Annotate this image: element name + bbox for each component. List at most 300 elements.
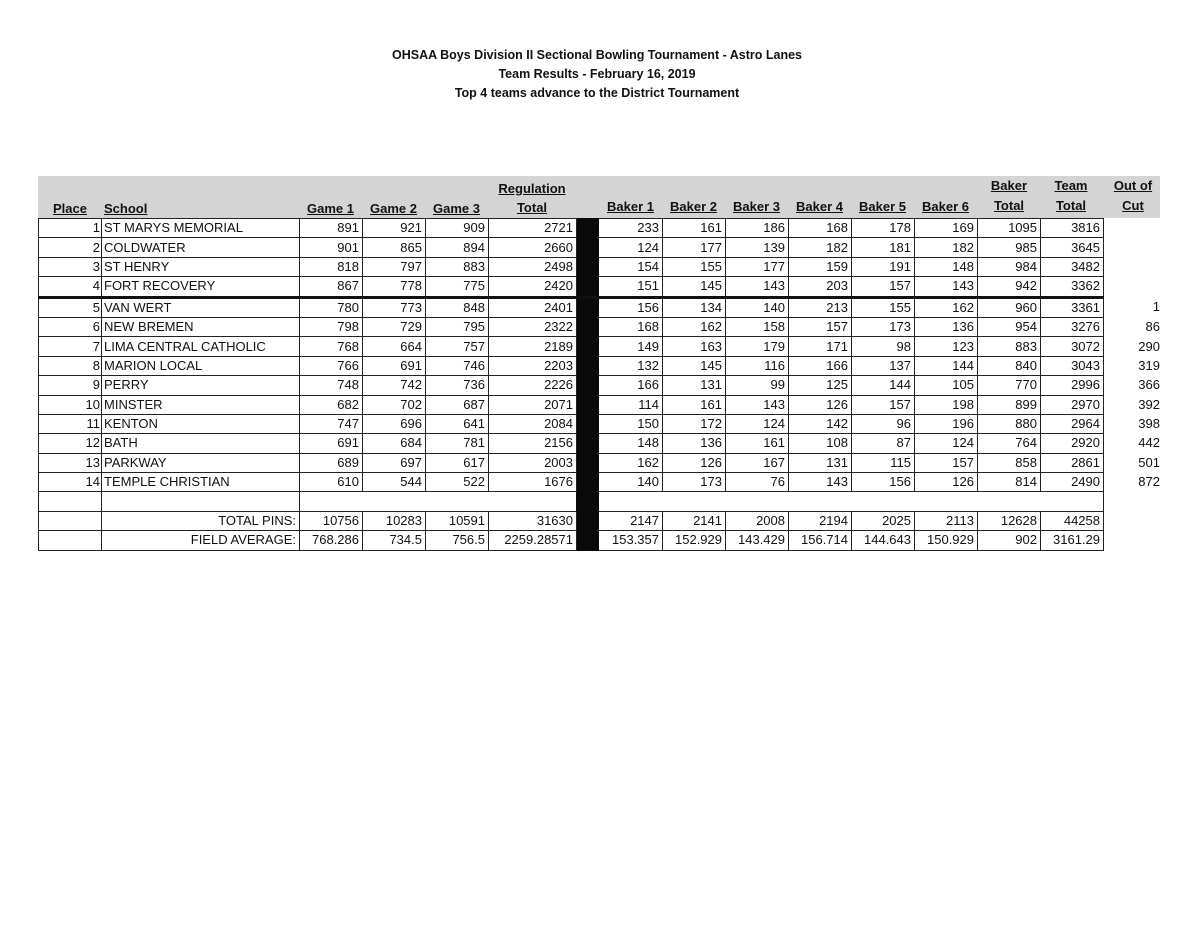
baker-total-cell: 764 [978,434,1041,453]
baker4-cell: 143 [789,473,852,492]
baker1-cell: 168 [599,317,663,336]
team-total-cell: 3043 [1041,356,1104,375]
header-team-total [1042,178,1100,213]
results-body [39,219,1162,512]
baker2-cell: 134 [663,297,726,317]
separator-bar [577,376,599,395]
baker5-cell: 178 [852,219,915,238]
game3-cell: 795 [426,317,489,336]
game3-cell: 757 [426,337,489,356]
blank-cell [1104,531,1162,550]
baker2-cell: 173 [663,473,726,492]
baker4-cell: 142 [789,414,852,433]
blank-cell [1104,492,1162,511]
header-school: School [104,201,148,216]
separator-bar [577,395,599,414]
game1-total-cell: 10756 [300,511,363,530]
baker3-cell: 143 [726,277,789,297]
baker5-cell: 87 [852,434,915,453]
blank-cell [102,492,300,511]
header-baker1: Baker 1 [607,199,654,214]
place-cell: 11 [39,414,102,433]
school-cell: BATH [102,434,300,453]
game2-total-cell: 10283 [363,511,426,530]
out-of-cut-cell [1104,257,1162,276]
header-regulation-line2: Total [516,200,548,215]
header-game2: Game 2 [370,201,417,216]
baker6-total-cell: 2113 [915,511,978,530]
header-baker5: Baker 5 [859,199,906,214]
baker6-cell: 148 [915,257,978,276]
report-subtitle: Team Results - February 16, 2019 [498,67,696,81]
baker2-cell: 161 [663,219,726,238]
baker2-cell: 163 [663,337,726,356]
game1-cell: 747 [300,414,363,433]
separator-bar [577,317,599,336]
baker1-cell: 166 [599,376,663,395]
baker1-cell: 162 [599,453,663,472]
regulation-total-cell: 2071 [489,395,577,414]
blank-cell [599,492,663,511]
game3-cell: 736 [426,376,489,395]
place-cell: 9 [39,376,102,395]
baker5-total-cell: 144.643 [852,531,915,550]
baker3-cell: 140 [726,297,789,317]
game2-cell: 797 [363,257,426,276]
baker2-cell: 172 [663,414,726,433]
baker5-cell: 144 [852,376,915,395]
game1-cell: 780 [300,297,363,317]
game1-cell: 766 [300,356,363,375]
baker5-cell: 157 [852,277,915,297]
header-regulation-line1: Regulation [498,181,566,196]
table-row [39,277,1162,297]
baker-total-cell: 858 [978,453,1041,472]
regulation-total-cell: 2084 [489,414,577,433]
table-row [39,238,1162,257]
header-team-total-line1: Team [1054,178,1088,193]
out-of-cut-cell: 290 [1138,338,1160,354]
baker1-cell: 124 [599,238,663,257]
report-note: Top 4 teams advance to the District Tournament [454,86,740,100]
out-of-cut-cell: 442 [1138,435,1160,451]
header-out-of-cut [1106,178,1160,213]
place-cell: 2 [39,238,102,257]
team-total-total-cell: 44258 [1041,511,1104,530]
totals-label: TOTAL PINS: [102,511,300,530]
game1-cell: 768 [300,337,363,356]
school-cell: MINSTER [102,395,300,414]
baker1-cell: 132 [599,356,663,375]
baker6-cell: 144 [915,356,978,375]
place-cell: 4 [39,277,102,297]
game3-cell: 522 [426,473,489,492]
regulation-total-cell: 2003 [489,453,577,472]
separator-bar [577,492,599,511]
place-cell: 10 [39,395,102,414]
baker5-cell: 156 [852,473,915,492]
baker-total-cell: 880 [978,414,1041,433]
regulation-total-cell: 2322 [489,317,577,336]
game3-cell: 848 [426,297,489,317]
table-row [39,376,1162,395]
school-cell: TEMPLE CHRISTIAN [102,473,300,492]
game3-cell: 641 [426,414,489,433]
baker-total-cell: 942 [978,277,1041,297]
baker2-cell: 145 [663,277,726,297]
game3-cell: 775 [426,277,489,297]
blank-cell [1104,511,1162,530]
blank-cell [852,492,915,511]
header-game1: Game 1 [307,201,354,216]
school-cell: PERRY [102,376,300,395]
baker4-cell: 126 [789,395,852,414]
regulation-total-total-cell: 31630 [489,511,577,530]
place-cell: 3 [39,257,102,276]
baker4-cell: 168 [789,219,852,238]
school-cell: ST MARYS MEMORIAL [102,219,300,238]
place-cell: 5 [39,297,102,317]
baker5-cell: 115 [852,453,915,472]
totals-row [39,511,1162,530]
baker-total-cell: 984 [978,257,1041,276]
game2-cell: 696 [363,414,426,433]
blank-cell [915,492,978,511]
results-table [38,218,1162,551]
baker1-cell: 114 [599,395,663,414]
baker4-cell: 203 [789,277,852,297]
baker5-cell: 157 [852,395,915,414]
separator-bar [577,257,599,276]
game3-total-cell: 10591 [426,511,489,530]
out-of-cut-cell: 501 [1138,454,1160,470]
game2-cell: 697 [363,453,426,472]
game1-cell: 610 [300,473,363,492]
game3-cell: 883 [426,257,489,276]
school-cell: PARKWAY [102,453,300,472]
table-row [39,219,1162,238]
game1-cell: 891 [300,219,363,238]
baker5-cell: 191 [852,257,915,276]
totals-spacer-cell [39,511,102,530]
header-baker6: Baker 6 [922,199,969,214]
baker5-cell: 181 [852,238,915,257]
team-total-cell: 3482 [1041,257,1104,276]
game1-cell: 689 [300,453,363,472]
game3-cell: 894 [426,238,489,257]
game2-cell: 684 [363,434,426,453]
school-cell: LIMA CENTRAL CATHOLIC [102,337,300,356]
header-baker-total [980,178,1038,213]
separator-bar [577,277,599,297]
blank-cell [789,492,852,511]
out-of-cut-cell: 398 [1138,416,1160,432]
game2-cell: 773 [363,297,426,317]
totals-label: FIELD AVERAGE: [102,531,300,550]
game3-total-cell: 756.5 [426,531,489,550]
blank-cell [726,492,789,511]
header-game3: Game 3 [433,201,480,216]
baker1-total-cell: 153.357 [599,531,663,550]
game2-cell: 664 [363,337,426,356]
totals-body [39,511,1162,550]
school-cell: COLDWATER [102,238,300,257]
regulation-total-cell: 2203 [489,356,577,375]
baker-total-cell: 883 [978,337,1041,356]
game2-cell: 702 [363,395,426,414]
baker3-cell: 99 [726,376,789,395]
out-of-cut-cell: 1 [1152,299,1160,315]
blank-cell [978,492,1041,511]
header-baker2: Baker 2 [670,199,717,214]
baker2-cell: 136 [663,434,726,453]
baker6-cell: 198 [915,395,978,414]
game3-cell: 781 [426,434,489,453]
regulation-total-cell: 2401 [489,297,577,317]
baker4-total-cell: 156.714 [789,531,852,550]
regulation-total-cell: 2156 [489,434,577,453]
baker1-cell: 149 [599,337,663,356]
table-row [39,257,1162,276]
game2-cell: 729 [363,317,426,336]
regulation-total-cell: 2721 [489,219,577,238]
baker2-cell: 155 [663,257,726,276]
place-cell: 14 [39,473,102,492]
baker3-cell: 177 [726,257,789,276]
header-team-total-line2: Total [1055,198,1087,213]
baker4-cell: 182 [789,238,852,257]
game1-cell: 867 [300,277,363,297]
baker4-total-cell: 2194 [789,511,852,530]
baker2-cell: 177 [663,238,726,257]
game2-cell: 742 [363,376,426,395]
baker6-cell: 169 [915,219,978,238]
baker5-cell: 137 [852,356,915,375]
baker5-cell: 96 [852,414,915,433]
baker4-cell: 171 [789,337,852,356]
blank-cell [39,492,102,511]
baker3-cell: 124 [726,414,789,433]
blank-cell [489,492,577,511]
baker-total-cell: 770 [978,376,1041,395]
baker2-total-cell: 2141 [663,511,726,530]
game2-cell: 544 [363,473,426,492]
header-baker-total-line2: Total [993,198,1025,213]
baker3-cell: 76 [726,473,789,492]
separator-bar [577,414,599,433]
game1-cell: 748 [300,376,363,395]
game1-total-cell: 768.286 [300,531,363,550]
place-cell: 13 [39,453,102,472]
baker2-total-cell: 152.929 [663,531,726,550]
baker2-cell: 145 [663,356,726,375]
separator-bar [577,297,599,317]
school-cell: MARION LOCAL [102,356,300,375]
baker1-cell: 148 [599,434,663,453]
game3-cell: 746 [426,356,489,375]
header-place: Place [53,201,87,216]
baker-total-cell: 899 [978,395,1041,414]
team-total-cell: 3361 [1041,297,1104,317]
school-cell: ST HENRY [102,257,300,276]
regulation-total-cell: 2660 [489,238,577,257]
game3-cell: 617 [426,453,489,472]
baker2-cell: 131 [663,376,726,395]
team-total-total-cell: 3161.29 [1041,531,1104,550]
school-cell: FORT RECOVERY [102,277,300,297]
baker4-cell: 131 [789,453,852,472]
baker-total-cell: 985 [978,238,1041,257]
separator-bar [577,337,599,356]
table-row [39,473,1162,492]
team-total-cell: 3816 [1041,219,1104,238]
baker6-cell: 105 [915,376,978,395]
table-row [39,356,1162,375]
blank-cell [300,492,363,511]
team-total-cell: 3645 [1041,238,1104,257]
baker3-cell: 158 [726,317,789,336]
baker2-cell: 126 [663,453,726,472]
table-row [39,434,1162,453]
baker1-cell: 140 [599,473,663,492]
baker-total-cell: 1095 [978,219,1041,238]
place-cell: 1 [39,219,102,238]
team-total-cell: 2490 [1041,473,1104,492]
baker6-total-cell: 150.929 [915,531,978,550]
blank-cell [426,492,489,511]
place-cell: 8 [39,356,102,375]
baker2-cell: 161 [663,395,726,414]
baker4-cell: 108 [789,434,852,453]
team-total-cell: 2970 [1041,395,1104,414]
baker4-cell: 157 [789,317,852,336]
out-of-cut-cell: 86 [1145,319,1160,335]
team-total-cell: 2964 [1041,414,1104,433]
game1-cell: 798 [300,317,363,336]
baker-total-total-cell: 902 [978,531,1041,550]
separator-bar [577,453,599,472]
game1-cell: 818 [300,257,363,276]
report-title-block [0,46,1200,103]
place-cell: 12 [39,434,102,453]
school-cell: VAN WERT [102,297,300,317]
out-of-cut-cell: 366 [1138,377,1160,393]
blank-cell [363,492,426,511]
game2-cell: 921 [363,219,426,238]
baker3-cell: 139 [726,238,789,257]
separator-bar [577,473,599,492]
out-of-cut-cell [1104,238,1162,257]
team-total-cell: 2861 [1041,453,1104,472]
header-baker3: Baker 3 [733,199,780,214]
place-cell: 7 [39,337,102,356]
baker1-cell: 151 [599,277,663,297]
baker6-cell: 157 [915,453,978,472]
regulation-total-cell: 2420 [489,277,577,297]
team-total-cell: 2996 [1041,376,1104,395]
baker5-total-cell: 2025 [852,511,915,530]
table-row [39,317,1162,336]
game2-total-cell: 734.5 [363,531,426,550]
out-of-cut-cell: 872 [1138,474,1160,490]
baker3-cell: 167 [726,453,789,472]
baker6-cell: 143 [915,277,978,297]
baker3-cell: 179 [726,337,789,356]
header-baker-total-line1: Baker [990,178,1028,193]
blank-row [39,492,1162,511]
baker3-total-cell: 143.429 [726,531,789,550]
regulation-total-cell: 1676 [489,473,577,492]
separator-bar [577,434,599,453]
game1-cell: 682 [300,395,363,414]
totals-spacer-cell [39,531,102,550]
baker3-total-cell: 2008 [726,511,789,530]
game1-cell: 691 [300,434,363,453]
separator-bar [577,238,599,257]
school-cell: NEW BREMEN [102,317,300,336]
game2-cell: 778 [363,277,426,297]
baker1-total-cell: 2147 [599,511,663,530]
header-regulation-total [490,181,574,215]
baker5-cell: 98 [852,337,915,356]
team-total-cell: 2920 [1041,434,1104,453]
table-row [39,297,1162,317]
baker1-cell: 233 [599,219,663,238]
baker3-cell: 143 [726,395,789,414]
baker1-cell: 150 [599,414,663,433]
separator-bar [577,531,599,550]
table-row [39,337,1162,356]
baker1-cell: 156 [599,297,663,317]
baker3-cell: 161 [726,434,789,453]
baker2-cell: 162 [663,317,726,336]
regulation-total-cell: 2189 [489,337,577,356]
baker4-cell: 125 [789,376,852,395]
baker6-cell: 124 [915,434,978,453]
separator-bar [577,219,599,238]
baker-total-cell: 814 [978,473,1041,492]
regulation-total-cell: 2498 [489,257,577,276]
baker5-cell: 155 [852,297,915,317]
baker-total-cell: 954 [978,317,1041,336]
regulation-total-total-cell: 2259.28571 [489,531,577,550]
team-total-cell: 3276 [1041,317,1104,336]
totals-row [39,531,1162,550]
game3-cell: 909 [426,219,489,238]
team-total-cell: 3072 [1041,337,1104,356]
place-cell: 6 [39,317,102,336]
table-row [39,453,1162,472]
game1-cell: 901 [300,238,363,257]
baker6-cell: 162 [915,297,978,317]
report-title: OHSAA Boys Division II Sectional Bowling Tournament - Astro Lanes [391,48,802,62]
out-of-cut-cell [1104,277,1162,297]
baker-total-cell: 840 [978,356,1041,375]
out-of-cut-cell: 319 [1138,357,1160,373]
out-of-cut-cell [1104,219,1162,238]
baker5-cell: 173 [852,317,915,336]
baker-total-cell: 960 [978,297,1041,317]
blank-cell [663,492,726,511]
team-total-cell: 3362 [1041,277,1104,297]
baker4-cell: 213 [789,297,852,317]
header-baker4: Baker 4 [796,199,843,214]
game2-cell: 691 [363,356,426,375]
baker6-cell: 196 [915,414,978,433]
separator-bar [577,356,599,375]
school-cell: KENTON [102,414,300,433]
baker4-cell: 159 [789,257,852,276]
